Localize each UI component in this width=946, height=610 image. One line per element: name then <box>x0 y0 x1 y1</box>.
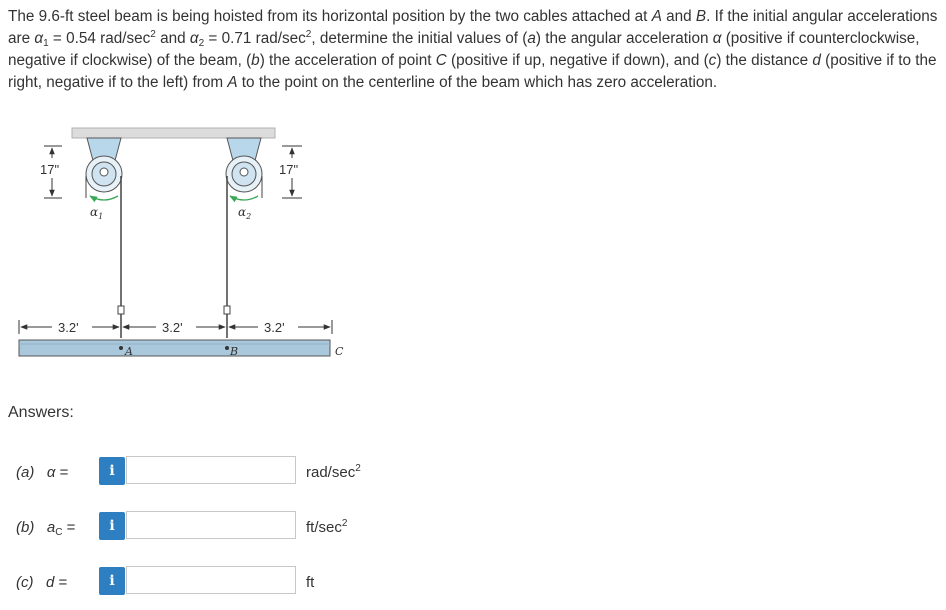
dimension-right-17in <box>279 146 302 198</box>
left-pulley <box>86 138 122 192</box>
dim-right-label: 17" <box>279 162 299 177</box>
left-cable-clamp <box>118 306 124 314</box>
alpha1-label: $\alpha_1$ <box>90 205 104 221</box>
info-button-b[interactable]: i <box>99 512 125 540</box>
dimension-left-17in <box>40 146 62 198</box>
answer-c-input[interactable] <box>126 566 296 594</box>
ceiling <box>72 128 275 138</box>
beam-hoist-diagram <box>0 100 400 380</box>
span1-label: 3.2' <box>58 320 79 335</box>
answer-b-label: (b) $a_C$ = <box>16 519 76 538</box>
dim-left-label: 17" <box>40 162 60 177</box>
alpha1-arrow <box>90 196 118 200</box>
point-a-label: A <box>125 345 133 358</box>
point-c-label: C <box>335 345 344 358</box>
answer-row-c <box>0 566 420 602</box>
answer-b-input[interactable] <box>126 511 296 539</box>
answer-row-b <box>0 511 420 547</box>
answer-a-unit: rad/$\sec^2$ <box>306 463 361 481</box>
answer-row-a <box>0 456 420 492</box>
problem-statement: The 9.6-ft steel beam is being hoisted from its horizontal position by the two cables attached at A and B. If the initial angular accelerations are $\alpha_1 = 0.54$ rad/$\sec^2$ and $\alpha_2 = 0.71$ rad/$\sec^2$, determine the initial values of (a) the angular acceleration α (positive if counterclockwise, negative if clockwise) of the beam, (b) the acceleration of point C (positive if up, negative if down), and (c) the distance d (positive if to the right, negative if to the left) from A to the point on the centerline of the beam which has zero acceleration. <box>8 8 938 91</box>
span3-label: 3.2' <box>264 320 285 335</box>
span-dimensions <box>19 320 332 335</box>
alpha2-arrow <box>230 196 258 200</box>
info-button-c[interactable]: i <box>99 567 125 595</box>
point-b-label: B <box>230 345 239 358</box>
answer-c-unit: ft <box>306 574 315 591</box>
alpha2-label: $\alpha_2$ <box>238 205 252 221</box>
answer-a-label: (a) α = <box>16 464 69 481</box>
answers-heading: Answers: <box>8 404 74 421</box>
answer-a-input[interactable] <box>126 456 296 484</box>
answer-c-label: (c) d = <box>16 574 68 591</box>
span2-label: 3.2' <box>162 320 183 335</box>
steel-beam <box>19 340 330 356</box>
right-cable-clamp <box>224 306 230 314</box>
right-pulley <box>226 138 262 192</box>
info-button-a[interactable]: i <box>99 457 125 485</box>
answer-b-unit: $ft/\sec^2$ <box>306 518 348 536</box>
